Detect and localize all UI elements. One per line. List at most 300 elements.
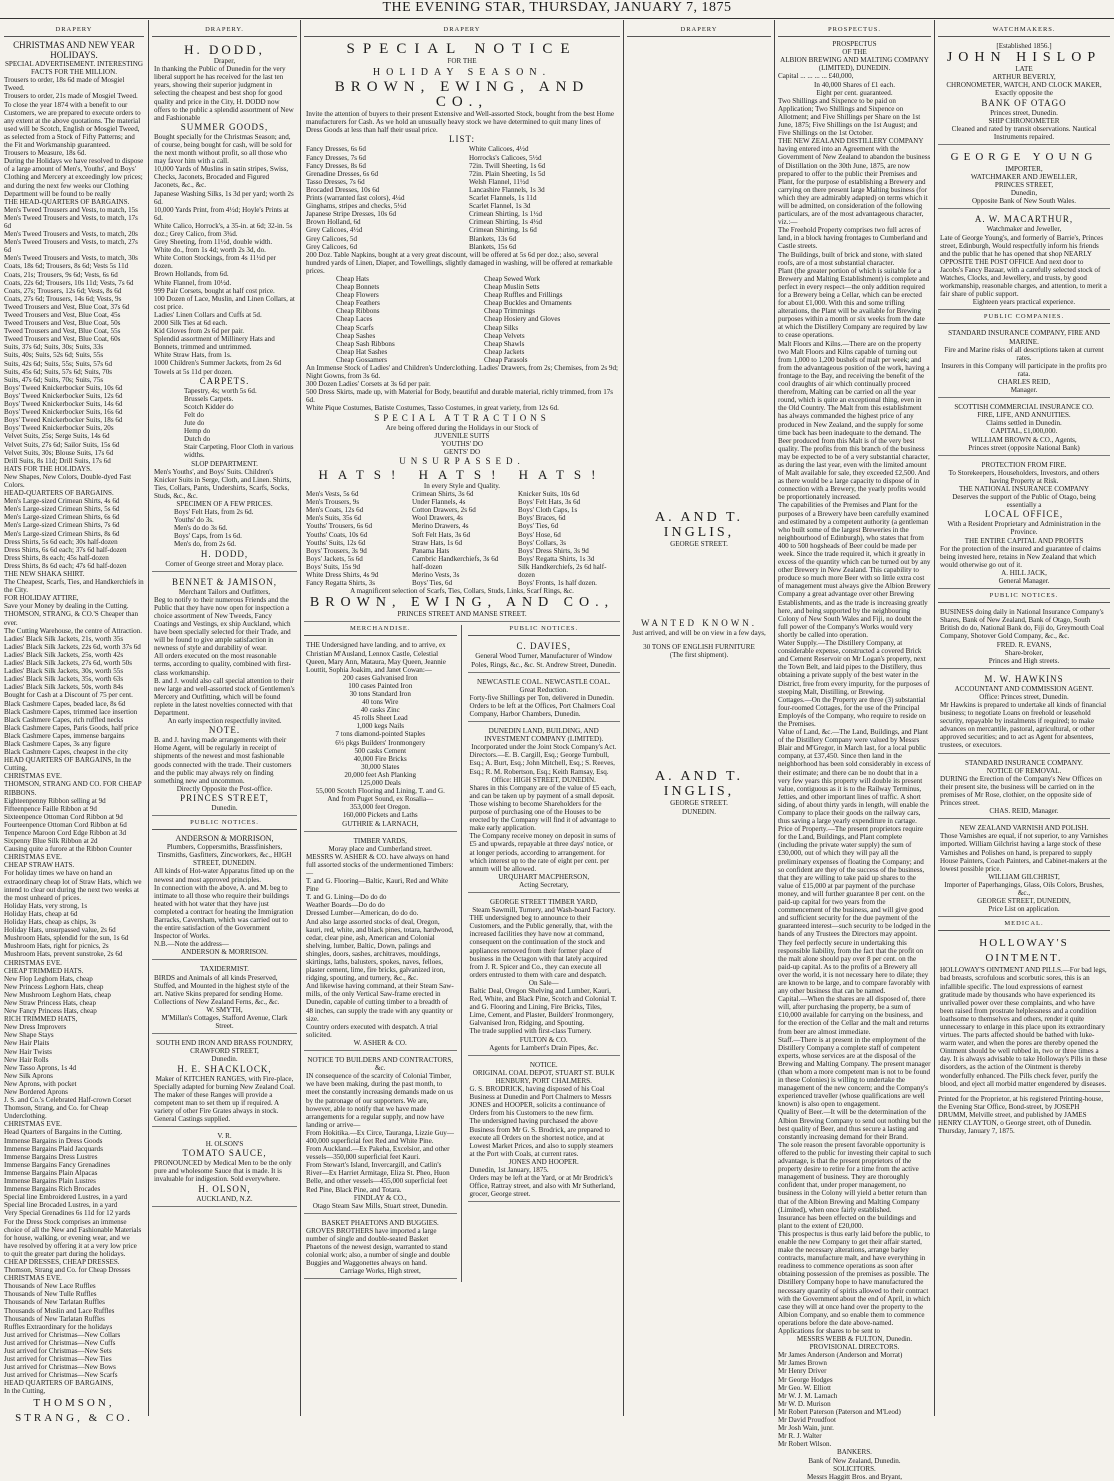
list-item: Cheap Ruffles and Frillings: [484, 291, 563, 300]
ad-line: Immense Bargains Rich Brocades: [4, 1185, 101, 1194]
section-heading: MEDICAL.: [938, 920, 1110, 931]
merchandise-column: [304, 625, 462, 1282]
ad-line: Sixpenny Blue Silk Ribbon at 2d: [4, 837, 98, 846]
ad-line: RICH TRIMMED HATS,: [4, 1015, 78, 1024]
list-item: Scarlet Flannel, 1s 3d: [469, 202, 531, 211]
list-item: Felt do: [184, 410, 204, 419]
ad-line: Black Cashmere Capes, rich ruffled necks: [4, 715, 124, 724]
ad-text: CHRONOMETER, WATCH, AND CLOCK MAKER,: [946, 81, 1102, 90]
ad-line: To close the year 1874 with a benefit to our Customers, we are prepared to execute orders to any extent at the above quotations. The material used will be Scotch, English or Mosgiel Tweed, as selected from a Stock of Fifty Patterns; and the Fit and Workmanship guaranteed.: [4, 100, 141, 150]
ad-line: Coats, 27s 6d; Trousers, 14s 6d; Vests, 9s: [4, 294, 122, 303]
ad-line: CHRISTMAS EVE.: [4, 958, 62, 967]
macarthur-ad: [938, 212, 1110, 310]
ad-subtitle: Maker of KITCHEN RANGES, with Fire-place,: [155, 1074, 294, 1083]
list-item: Boys' Regatta Shirts, 1s 3d: [518, 554, 595, 563]
ad-line: Coats, 21s; Trousers, 9s 6d; Vests, 6s 6d: [4, 270, 118, 279]
ad-address: CRAWFORD STREET,: [190, 1047, 259, 1056]
ad-line: Men's Tweed Trousers and Vests, to match, 17s 6d: [4, 213, 138, 230]
ad-text: Country orders executed with despatch. A trial solicited.: [306, 1022, 438, 1039]
list-item: Mr R. J. Walter: [778, 1432, 822, 1441]
list-item: Cheap Velvets: [484, 331, 525, 340]
ad-subtitle: Moray place and Cumberland street.: [328, 844, 432, 853]
list-item: Cheap Silks: [484, 323, 519, 332]
list-item: Japanese Stripe Dresses, 10s 6d: [306, 210, 397, 219]
ad-text: THE undersigned beg to announce to their Customers, and the Public generally, that, with the increased facilities they have now at command, consequent on the continuation of the stock and appliances removed from their former place of business in the Octagon with that lately acquired from J. R. Spicer and Co., they can execute all orders entrusted to them with care and despatch.: [469, 914, 613, 979]
list-item: 1000 Children's Summer Jackets, from 2s 6d: [154, 359, 282, 368]
suits-list: [306, 490, 618, 587]
public-notices-column: [468, 625, 621, 1282]
column-1: [4, 26, 144, 1424]
list-item: Crimean Shirting, 1s 4½d: [469, 218, 543, 227]
ad-city: DUNEDIN.: [681, 807, 717, 816]
list-item: Fancy Dresses, 7s 6d: [306, 153, 366, 162]
list-item: Boys' Felt Hats, 3s 6d: [518, 498, 581, 507]
list-item: Merino Vests, 3s: [412, 570, 460, 579]
list-item: Japanese Washing Silks, 1s 3d per yard; worth 2s 6d.: [154, 189, 294, 206]
column-7: [938, 26, 1110, 1414]
ad-body: [4, 76, 144, 1395]
ad-line: Eighteenpenny Ribbon selling at 9d: [4, 796, 106, 805]
list-item: Men's Vests, 5s 6d: [306, 490, 359, 499]
paragraph: Malt Floors and Kilns.—There are on the property two Malt Floors and Kilns capable of turning out from 1,000 to 1,200 bushels of malt per week; and from the advantageous position of the work, having a frontage to the Bay, and receiving the benefit of the cool draughts of air which continually proceed therefrom, Malting can be carried on all the year round, which is quite an exceptional thing, even in the Old Country. The Malt from this establishment has always commanded the highest price of any produced in New Zealand, and the supply for some time back has been inadequate to the demand. The Beer produced from this Malt is of the very best quality. The profits from this branch of the business may be expected to be of a very substantial character, as during the last year, even with the limited amount of Malt available for sale, they exceeded £2,500. And as there would be a large capacity to dispose of in connection with a Brewery, the yearly profits would be proportionately increased.: [778, 339, 930, 502]
item-list: [306, 877, 455, 917]
list-item: Stair Carpeting, Floor Cloth in various widths.: [184, 443, 294, 460]
ad-line: Ladies' Black Silk Jackets, 30s, worth 55s: [4, 667, 124, 676]
ad-line: The Cheapest, Scarfs, Ties, and Handkerchiefs in the City.: [4, 578, 144, 595]
list-item: Boys' Dress Shirts, 3s 9d: [518, 546, 589, 555]
ad-text: And also large assorted stocks of deal, Oregon, kauri, red, white, and black pines, totara, hardwood, cedar, clear pine, ash, American and Colonial shelving, lumber, Baltic, Down, palings and shingles, doors, sashes, architraves, mouldings, skirtings, laths, balusters, spokes, naves, felloes, plaster cement, lime, fire bricks, galvanized iron, ridging, spouting, and turnery, &c., &c.: [306, 917, 454, 983]
list-item: Dutch do: [184, 435, 211, 444]
ad-title: NEWCASTLE COAL. NEWCASTLE COAL.: [477, 677, 611, 686]
ad-text: Beg to notify to their numerous Friends and the Public that they have now open for inspection a choice assortment of New Tweeds, Fancy Coatings and Vestings, ex ship Auckland, which have been specially selected for their Trade, and will be found to give ample satisfaction in newness of style and durability of wear.: [154, 595, 291, 653]
list-item: Men's Suits, 35s 6d: [306, 514, 362, 523]
list-item: Grey Calicoes, 6d: [306, 242, 358, 251]
list-item: White Straw Hats, from 1s.: [154, 351, 232, 360]
list-item: Cheap Sashes: [336, 331, 376, 340]
column-heading: DRAPERY: [627, 26, 771, 37]
ad-line: Coats, 18s 6d; Trousers, 8s 6d; Vests 5s 11d: [4, 262, 129, 271]
list-item: 40,000 Fire Bricks: [353, 754, 407, 763]
ad-heading: CARPETS.: [199, 375, 250, 386]
ad-line: New Straw Princess Hats, cheap: [4, 998, 96, 1007]
ad-text: Late of George Young's, and formerly of Barrie's, Princes street, Edinburgh, Would respectfully inform his friends and the public that he has opened that shop NEARLY OPPOSITE THE POST OFFICE And next door to Jacobs's Fancy Bazaar, with a carefully selected stock of Watches, Clocks, and Jewellery, and trusts, by good workmanship, reasonable charges, and attention, to merit a fair share of public support.: [940, 233, 1107, 299]
list-item: 7 tons diamond-pointed Staples: [335, 730, 426, 739]
ad-subtitle: ACCOUNTANT AND COMMISSION AGENT.: [954, 684, 1094, 693]
ad-line: New Shapes, New Colors, Double-dyed Fast Colors.: [4, 472, 132, 489]
ad-monogram: V. R.: [217, 1132, 232, 1141]
ad-text: The undersigned having purchased the above Business from Mr G. S. Brodrick, are prepared to execute all Orders on the shortest notice, and at Lowest Market Prices, and also to supply steamers at the Port with Coals, at current rates.: [469, 1117, 614, 1158]
prospectus-of: OF THE: [842, 48, 867, 57]
standard-insurance-ad: [938, 327, 1110, 398]
ad-text: General Castings supplied.: [154, 1114, 231, 1123]
list-item: Youths' do 3s.: [174, 516, 214, 525]
ad-title: ORIGINAL COAL DEPOT, STUART ST. BULK HENBURY, PORT CHALMERS.: [472, 1068, 615, 1085]
ad-address: Princes street (opposite National Bank): [968, 443, 1080, 452]
ad-text: Deserves the support of the Public of Otago, being essentially a: [952, 493, 1096, 510]
ad-line: Ruffles Extraordinary for the holidays: [4, 1322, 113, 1331]
ad-subtitle: SPECIAL ADVERTISEMENT. INTERESTING FACTS FOR THE MILLION.: [4, 60, 144, 77]
ad-signature: H. OLSON,: [198, 1183, 251, 1194]
list-item: Mr Robert Wilson.: [778, 1440, 832, 1449]
column-6: [778, 26, 931, 1481]
ad-address: Princes street, Dunedin.: [990, 108, 1058, 117]
column-heading: DRAPERY: [304, 26, 620, 37]
list-item: Silk Handkerchiefs, 2s 6d half-dozen: [518, 562, 607, 579]
cheap-list-right: [484, 275, 618, 364]
list-item: 72in. Plain Sheeting, 1s 5d: [469, 169, 546, 178]
masthead: THE EVENING STAR, THURSDAY, JANUARY 7, 1875: [0, 0, 1114, 19]
george-street-timber-ad: [468, 896, 621, 1056]
ad-line: Boys' Tweed Knickerbocker Suits, 16s 6d: [4, 408, 123, 417]
ad-line: THOMSON, STRANG AND CO. FOR CHEAP RIBBONS.: [4, 780, 142, 797]
list-item: Knicker Suits, 10s 6d: [518, 490, 580, 499]
ad-line: Immense Bargains in Dress Goods: [4, 1136, 103, 1145]
prospectus-shares: In 40,000 Shares of £1 each.: [814, 80, 895, 89]
list-item: Boys' Collars, 3s: [518, 538, 566, 547]
ad-line: Thousands of New Tarlatan Ruffles: [4, 1298, 105, 1307]
ad-city: Dunedin,: [1010, 189, 1038, 198]
list-item: Splendid assortment of Millinery Hats and Bonnets, trimmed and untrimmed.: [154, 335, 275, 352]
asher-ad: [304, 835, 457, 1051]
list-item: Lancashire Flannels, 1s 3d: [469, 185, 545, 194]
ad-text: The Company receive money on deposit in sums of £5 and upwards, repayable at three days' notice, or at longer periods, according to arrangement. for which interest up to the rate of eight per cent. per annum will be allowed.: [469, 832, 616, 873]
firm-name: A. AND T. INGLIS,: [655, 769, 743, 800]
ad-line: Black Cashmere Capes, cheapest in the city: [4, 748, 128, 757]
spacer: [627, 659, 771, 769]
ad-line: Ladies' Black Silk Jackets, 25s, worth 42s: [4, 650, 124, 659]
dodd-ad: [152, 40, 297, 572]
ad-text: Agents for Lambert's Drain Pipes, &c.: [489, 1043, 599, 1052]
list-item: Crimean Shirting, 1s 1½d: [469, 210, 543, 219]
item-list: [154, 508, 295, 548]
ad-date: Dunedin, 1st January, 1875.: [469, 1165, 549, 1174]
ad-city: AUCKLAND, N.Z.: [196, 1194, 253, 1203]
ad-text: Insurers in this Company will participate in the profits pro rata.: [941, 361, 1107, 378]
prospectus-pct: Eight per cent. guaranteed.: [816, 88, 893, 97]
ad-line: Just arrived for Christmas—New Cuffs: [4, 1338, 116, 1347]
ad-line: New Flop Leghorn Hats, cheap: [4, 974, 93, 983]
ad-text: 300 Dozen Ladies' Corsets at 3s 6d per pair.: [306, 380, 431, 389]
ad-line: Suits, 45s 6d; Suits, 57s 6d; Suits, 70s: [4, 367, 113, 376]
suits-list-b: [412, 490, 512, 587]
ad-address: GEORGE STREET.: [670, 540, 728, 549]
list-item: 500 casks Cement: [354, 746, 407, 755]
ad-title: H. DODD,: [184, 42, 265, 58]
ad-line: The Cutting Warehouse, the centre of Attraction.: [4, 626, 142, 635]
list-item: Crimean Shirts, 3s 6d: [412, 490, 474, 499]
holloway-ad: [938, 934, 1110, 1091]
ad-text: (The first shipment).: [669, 651, 729, 660]
ad-line: Dress Shirts, 5s 6d each; 30s half-dozen: [4, 537, 118, 546]
ad-signature: A. HILL JACK,: [1001, 568, 1047, 577]
ad-text: Invite the attention of buyers to their present Extensive and Well-assorted Stock, bought from the best Home manufacturers for Cash. As we hold an unusually heavy stock we have determined to quit many lines of Dress Goods at less than half their usual price.: [306, 110, 614, 135]
ad-title: SOUTH END IRON AND BRASS FOUNDRY,: [156, 1039, 293, 1048]
ad-title: TIMBER YARDS,: [353, 836, 407, 845]
ad-text: Baltic Deal, Oregon Shelving and Lumber, Kauri, Red, White, and Black Pine, Scotch and Colonial T. and G. Flooring and Lining, Fire Bricks, Tiles, Lime, Cement, and Plaster, Builders' Ironmongery, Galvanised Iron, Ridging, and Spouting.: [469, 987, 617, 1028]
ad-subtitle: Draper,: [213, 57, 236, 66]
list-item: 1,000 kegs Nails: [356, 722, 404, 731]
ad-address: PRINCES STREET,: [994, 181, 1054, 190]
ad-line: Velvet Suits, 27s 6d; Sailor Suits, 15s 6d: [4, 440, 120, 449]
list-item: Mr Geo. W. Elliott: [778, 1383, 832, 1392]
ad-line: Coats, 22s 6d; Trousers, 10s 11d; Vests, 7s 6d: [4, 278, 134, 287]
ad-text: Those Varnishes are equal, if not superior, to any Varnishes imported. William Gilchrist having a large stock of these Varnishes and Polishes on hand, is prepared to supply House Painters, Coach Painters, and Cabinet-makers at the lowest possible price.: [940, 832, 1108, 873]
ad-title: BENNET & JAMISON,: [171, 576, 278, 587]
ad-line: In the Cutting,: [4, 1387, 46, 1396]
list-item: Boys' Caps, from 1s 6d.: [174, 532, 242, 541]
ad-line: New Shape Stays: [4, 1031, 54, 1040]
dunedin-land-ad: [468, 725, 621, 893]
ad-line: Suits, 37s 6d; Suits, 30s; Suits, 33s: [4, 343, 104, 352]
list-item: Blankets, 15s 6d: [469, 242, 517, 251]
list-item: Men's do, from 2s 6d.: [174, 540, 236, 549]
ad-line: Ladies' Black Silk Jackets, 35s, worth 63s: [4, 675, 124, 684]
ad-line: Coats, 27s; Trousers, 12s 6d; Vests, 8s 6d: [4, 286, 122, 295]
ad-line: Black Cashmere Capes, beaded lace, 8s 6d: [4, 699, 126, 708]
list-item: 30 tons Standard Iron: [349, 690, 411, 698]
ad-line: New Mushroom Leghorn Hats, cheap: [4, 990, 111, 999]
firm-name: BROWN, EWING, AND CO.,: [309, 595, 615, 611]
list-item: Cheap Muslin Setts: [484, 283, 540, 292]
ad-line: CHRISTMAS EVE.: [4, 1274, 62, 1283]
ad-line: New Fancy Princess Hats, cheap: [4, 1007, 97, 1016]
list-item: Boys' Hose, 6d: [518, 530, 561, 539]
ad-line: Dress Shirts, 8s each; 45s half-dozen: [4, 553, 109, 562]
list-item: Cambric Handkerchiefs, 3s 6d half-dozen: [412, 554, 499, 571]
item-list: [306, 674, 455, 820]
ad-line: Velvet Suits, 30s; Blouse Suits, 17s 6d: [4, 448, 114, 457]
ad-line: Boys' Tweed Knickerbocker Suits, 18s 6d: [4, 416, 123, 425]
ad-subtitle: FIRE, LIFE, AND ANNUITIES.: [977, 411, 1071, 420]
ad-line: Head Quarters of Bargains in the Cutting.: [4, 1128, 123, 1137]
list-item: Cheap Hats: [336, 274, 369, 283]
ad-text: And likewise having command, at their Steam Saw-mills, of the only Vertical Saw-frame erected in Dunedin, capable of cutting timber to a breadth of 48 inches, can supply the trade with any quantity or size.: [306, 982, 454, 1023]
ad-line: Tweed Trousers and Vest, Blue Coat, 50s: [4, 319, 121, 328]
ad-line: Tweed Trousers and Vest, Blue Coat, 55s: [4, 327, 121, 336]
list-item: Boys' Cloth Caps, 1s: [518, 506, 578, 515]
ad-text: From Stewart's Island, Invercargill, and Catlin's River—Ex Harriet Armitage, Eliza St. Pheo, Huon Belle, and other vessels—455,000 superficial feet Red Pine, Black Pine, and Totara.: [306, 1161, 450, 1194]
ad-line: THOMSON, STRANG, & CO.'S Cheaper than ever.: [4, 610, 139, 627]
ad-line: CHEAP DRESSES, CHEAP DRESSES.: [4, 1257, 120, 1266]
spacer: [627, 548, 771, 618]
ad-signature: Manager.: [1010, 386, 1038, 395]
column-heading: WATCHMAKERS.: [938, 26, 1110, 37]
ad-subtitle: TOMATO SAUCE,: [182, 1148, 267, 1159]
list-item: Dressed Lumber—American, do do do.: [306, 909, 419, 918]
ad-text: For the protection of the insured and guarantee of claims being invested here, retains in New Zealand that which would otherwise go out of it.: [940, 544, 1101, 569]
ad-signature: JONES AND HOOPER.: [508, 1157, 579, 1166]
list-item: Mr Josh Wain, junr.: [778, 1424, 834, 1433]
list-item: Men's Trousers, 9s: [306, 498, 360, 507]
ad-text: Orders may be left at the Yard, or at Mr Brodrick's Office, Rattray street, and also with Mr Sutherland, grocer, George street.: [469, 1174, 616, 1199]
ad-signature: CHAS. REID, Manager.: [989, 807, 1059, 816]
ad-line: HEAD QUARTERS OF BARGAINS, In the Cutting,: [4, 756, 132, 773]
list-item: White Calicoes, 4½d: [469, 145, 529, 154]
ad-text: 500 Dress Skirts, made up, with Material for Body, beautiful and durable material, richly trimmed, from 17s 6d.: [306, 388, 614, 405]
ad-signature: WILLIAM GILCHRIST,: [988, 872, 1060, 881]
directors-list: [778, 1351, 931, 1448]
list-item: Brown Holland, 6d: [306, 218, 361, 227]
ad-text: 30 TONS OF ENGLISH FURNITURE: [643, 643, 755, 652]
ad-text: Fire and Marine risks of all descriptions taken at current rates.: [944, 345, 1104, 362]
ad-line: Men's Large-sized Crimean Shirts, 6s 6d: [4, 513, 120, 522]
list-item: Soft Felt Hats, 3s 6d: [412, 530, 471, 539]
scottish-insurance-ad: [938, 401, 1110, 456]
varnish-ad: [938, 822, 1110, 917]
list-item: 125,000 Deals: [359, 779, 401, 788]
suits-list-a: [306, 490, 406, 587]
column-heading: DRAPERY: [4, 26, 144, 37]
ad-city: Dunedin.: [211, 1055, 238, 1064]
list-item: 200 cases Galvanised Iron: [342, 673, 418, 682]
ad-text: Mr Hawkins is prepared to undertake all kinds of financial business; to negotiate Loans on freehold or leasehold security, repayable by instalments if required; to make advances on mercantile, pastoral, agricultural, or other approved securities; and to act as Agent for absentees, trustees, or executors.: [940, 701, 1107, 750]
ad-heading: SPECIAL ATTRACTIONS: [374, 412, 550, 423]
ad-address: GEORGE STREET, DUNEDIN,: [977, 897, 1071, 906]
ad-line: CHRISTMAS EVE.: [4, 1120, 62, 1129]
list-item: JUVENILE SUITS: [434, 431, 490, 440]
firm-name: BROWN, EWING, AND CO.,: [334, 79, 590, 111]
ad-line: Suits, 42s 6d; Suits, 55s; Suits, 57s 6d: [4, 359, 113, 368]
ad-text: WATCHMAKER AND JEWELLER,: [970, 173, 1078, 182]
ad-text: ARTHUR BEVERLY,: [992, 73, 1056, 82]
ad-title: CHRISTMAS AND NEW YEAR HOLIDAYS.: [13, 40, 135, 61]
ad-line: CHRISTMAS EVE.: [4, 853, 62, 862]
ad-signature: General Manager.: [998, 576, 1050, 585]
prospectus-payment: Two Shillings and Sixpence to be paid on Application; Two Shillings and Sixpence on Allotment; and Five Shillings per Share on the 1st June, 1875; Five Shillings on the 1st August; and Five Shillings on the 1st October.: [778, 96, 921, 138]
ad-line: Tenpence Maroon Cord Edge Ribbon at 3d: [4, 829, 127, 837]
list-item: Boys' Trousers, 3s 9d: [306, 546, 367, 555]
prospectus-title: ALBION BREWING AND MALTING COMPANY (LIMITED), DUNEDIN.: [780, 56, 929, 73]
ad-title: A. W. MACARTHUR,: [974, 214, 1074, 225]
list-item: Fancy Dresses, 6s 6d: [306, 145, 366, 154]
list-item: 20,000 feet Ash Planking: [344, 770, 417, 779]
ad-text: On Sale—: [528, 978, 559, 987]
list-item: 10,000 Yards Print, from 4½d; Hoyle's Prints at 6d.: [154, 205, 289, 222]
list-item: Cheap Shawls: [484, 339, 525, 348]
ad-line: Immense Bargains Fancy Grenadines: [4, 1160, 111, 1169]
column-rule: [300, 20, 301, 1416]
ad-signature: W. SMYTH,: [206, 1005, 243, 1014]
suits-list-c: [518, 490, 618, 587]
ad-text: The maker of these Ranges will provide a competent man to set them up if required. A variety of other Fire Grates always in stock.: [154, 1090, 279, 1115]
ad-subtitle: IMPORTER,: [1005, 164, 1043, 173]
list-item: Cheap Laces: [336, 315, 373, 324]
ad-address: GEORGE STREET.: [670, 799, 728, 808]
ad-title: NEW ZEALAND VARNISH AND POLISH.: [959, 824, 1089, 833]
section-heading: PUBLIC NOTICES.: [468, 625, 621, 636]
ad-line: Immense Bargains Plain Alpacas: [4, 1168, 98, 1177]
anderson-morrison-ad: [152, 833, 297, 960]
list-item: 40 casks Zinc: [360, 706, 400, 715]
ad-address: PRINCES STREET,: [180, 792, 269, 803]
ad-text: In thanking the Public of Dunedin for the very liberal support he has received for the last ten years, showing their superior judgment in selecting the cheapest and best shop for good quality and price in the City, H. DODD now offers to the public a splendid assortment of New and Fashionable: [154, 65, 294, 122]
ad-line: Ladies' Black Silk Jackets, 21s, worth 35s: [4, 634, 124, 643]
ad-text: An early inspection respectfully invited.: [167, 717, 282, 726]
hislop-ad: [938, 40, 1110, 145]
list-item: 100 cases Painted Iron: [348, 681, 413, 690]
ad-line: New Hair Plaits: [4, 1039, 50, 1048]
ad-line: CHEAP STRAW HATS.: [4, 861, 75, 870]
ad-text: DURING the Erection of the Company's New Offices on their present site, the business will be carried on in the premises of Mr Rose, clothier, on the opposite side of Princes street.: [940, 774, 1102, 808]
list-item: Cheap Hat Sashes: [336, 347, 388, 356]
ad-text: IN consequence of the scarcity of Colonial Timber, we have been making, during the past month, to meet the constantly increasing demands made on us by the patronage of our supporters. We are, however, able to notify that we have made arrangements for a regular supply, and now have landing or arrive—: [306, 1072, 454, 1129]
olson-ad: [152, 1130, 297, 1207]
list-item: Grenadine Dresses, 6s 6d: [306, 169, 379, 178]
ad-text: Cleaned and rated by transit observations. Nautical Instruments repaired.: [951, 124, 1097, 141]
ad-subtitle: FOR THE: [447, 57, 477, 66]
paragraph: Capital.—When the shares are all disposed of, there will, after purchasing the property, be a sum of £10,000 available for carrying on the business, and for the erection of the Cellar and the malt and returns from beer are almost immediate.: [778, 995, 929, 1036]
list-item: Cheap Ribbons: [336, 307, 380, 316]
list-item: Scotch Kidder do: [184, 402, 234, 411]
list-item: White Cotton Stockings, from 4s 11½d per dozen.: [154, 254, 276, 271]
column-heading: DRAPERY.: [152, 26, 297, 37]
ad-text: Exactly opposite the: [995, 89, 1053, 98]
ad-address: M'Millan's Cottages, Stafford Avenue, Clark Street.: [161, 1014, 288, 1031]
list-item: Cheap Hosiery and Gloves: [484, 315, 561, 324]
ad-address: Princes and High streets.: [988, 656, 1060, 665]
paragraph: The Freehold Property comprises two full acres of land, in a block having frontages to Cumberland and Castle streets.: [778, 226, 928, 251]
list-item: YOUTHS' DO: [440, 439, 484, 448]
paragraph: Value of Land, &c.—The Land, Buildings, and Plant of the Distillery Company were valued by Messrs Blair and M'Gregor, in March last, for a local public company, at £37,450. Since then land in the neighborhood has been sold considerably in excess of their estimate; and there can be no doubt that in a very few years this property will double its present value, contiguous as it is to the Railway Terminus, Jetties, and other important lines of traffic. A short siding, of about thirty yards in length, will enable the Company to place their goods on the railway cars, thus saving a large yearly expenditure in cartage.: [778, 728, 931, 826]
firm-name: A. AND T. INGLIS,: [655, 510, 743, 541]
ad-text: GROVES BROTHERS have imported a large number of single and double-seated Basket Phaetons of the newest design, warranted to stand colonial work; also, a number of single and double Buggies and Waggonettes always on hand.: [306, 1226, 451, 1268]
ad-line: Drill Suits, 8s 11d; Drill Suits, 17s 6d: [4, 456, 111, 465]
ad-text: A magnificent selection of Scarfs, Ties, Collars, Studs, Links, Scarf Rings, &c.: [350, 587, 574, 596]
list-item: Grey Calicoes, 5d: [306, 234, 358, 243]
ad-line: During the Holidays we have resolved to dispose of a large amount of Men's, Youths', and Boys' Clothing and Mercery at exceedingly low prices; and during the next few weeks our Clothing Department will be found to be really: [4, 157, 144, 198]
list-item: T. and G. Flooring—Baltic, Kauri, Red and White Pine: [306, 877, 449, 894]
ad-heading: NOTICE OF REMOVAL.: [986, 766, 1062, 775]
ad-line: HATS FOR THE HOLIDAYS.: [4, 464, 92, 473]
ad-line: Thomson, Strang, and Co. for Cheap Underclothing.: [4, 1104, 109, 1121]
taxidermist-ad: [152, 963, 297, 1034]
ad-title: M. W. HAWKINS: [984, 673, 1064, 684]
ad-line: Holiday Hats, cheap at 6d: [4, 909, 78, 918]
ad-line: Trousers to order, 21s made of Mosgiel Tweed.: [4, 92, 138, 101]
list-item: 40 tons Wire: [362, 698, 399, 707]
list-item: Boys' Fronts, 1s half dozen.: [518, 579, 597, 588]
list-item: Brussels Carpets.: [184, 394, 234, 403]
ad-line: HEAD-QUARTERS OF BARGAINS.: [4, 489, 114, 498]
list-item: White Calico, Horrock's, a 35-in. at 6d; 32-in. 5s doz.; Grey Calico, from 3¾d.: [154, 221, 293, 238]
ad-line: Boys' Tweed Knickerbocker Suits, 10s 6d: [4, 383, 123, 392]
ad-line: Mushroom Hats, splendid for the sun, 1s 6d: [4, 934, 129, 943]
ad-heading: UNSURPASSED.: [399, 455, 525, 466]
ad-signature: URQUHART MACPHERSON,: [498, 872, 590, 881]
standard-removal-ad: [938, 757, 1110, 820]
ad-text: MESSRS W. ASHER & CO. have always on hand full assorted stocks of the undermentioned Timbers:—: [306, 852, 454, 877]
ad-title: SPECIAL NOTICE: [346, 41, 578, 58]
list-item: Youths' Suits, 12s 6d: [306, 538, 366, 547]
ad-line: Sixteenpence Ottoman Cord Ribbon at 9d: [4, 812, 123, 821]
paragraph: Price of Property.—The present proprietors require for the Land, Buildings, and Plant complete (including the private water supply) the sum of £30,000, out of which they will pay all the preliminary expenses of floating the Company; and so confident are they of the success of the business, that they are willing to take paid up shares to the value of £15,000 at par payment of the purchase money, and will further guarantee 8 per cent. on the paid-up capital for two years from the commencement of the business, and will give good and sufficient security for the due payment of the guaranteed interest—such security to be lodged in the hands of any Trustees the Directors may appoint. They feel perfectly secure in undertaking this responsible liability, from the fact that the profit on the malt alone should pay over 8 per cent. on the paid-up capital. As to the profits of a Brewery all over the world, it is not necessary here to dilate; they are known to be large, and to compare favorably with any other business that can be named.: [778, 825, 931, 996]
ad-line: Boys' Tweed Knickerbocker Suits, 12s 6d: [4, 391, 123, 400]
ad-text: Price List on application.: [988, 905, 1060, 914]
ad-line: Suits, 40s; Suits, 52s 6d; Suits, 55s: [4, 351, 104, 360]
ad-line: Holiday Hats, very strong, 1s: [4, 901, 88, 910]
ad-line: New Princess Leghorn Hats, cheap: [4, 982, 104, 991]
prospectus-body: [778, 137, 931, 1335]
ad-line: For the Dress Stock comprises an immense choice of all the New and Fashionable Materials for house, walking, or evening wear, and we have resolved by offering it at a very low price to quit the greater part during the holidays.: [4, 1217, 142, 1258]
paragraph: Staff.—There is at present in the employment of the Distillery Company a complete staff of competent experts, whose services are at the disposal of the Brewing and Malting Company. The present manager (than whom a more competent man is not to be found in these Colonies) is willing to undertake the management of the new concern; and the Company's experienced traveller (whose qualifications are well known) is also open to engagement.: [778, 1035, 931, 1109]
ad-text: N.B.—Note the address—: [154, 940, 229, 949]
ad-text: Specially adapted for burning New Zealand Coal.: [154, 1082, 295, 1091]
groves-ad: [304, 1217, 457, 1280]
ad-text: LOCAL OFFICE,: [984, 509, 1064, 520]
ad-title: STANDARD INSURANCE COMPANY.: [965, 758, 1083, 767]
ad-line: New Dress Improvers: [4, 1023, 67, 1032]
list-item: Mr Henry Driver: [778, 1367, 827, 1376]
